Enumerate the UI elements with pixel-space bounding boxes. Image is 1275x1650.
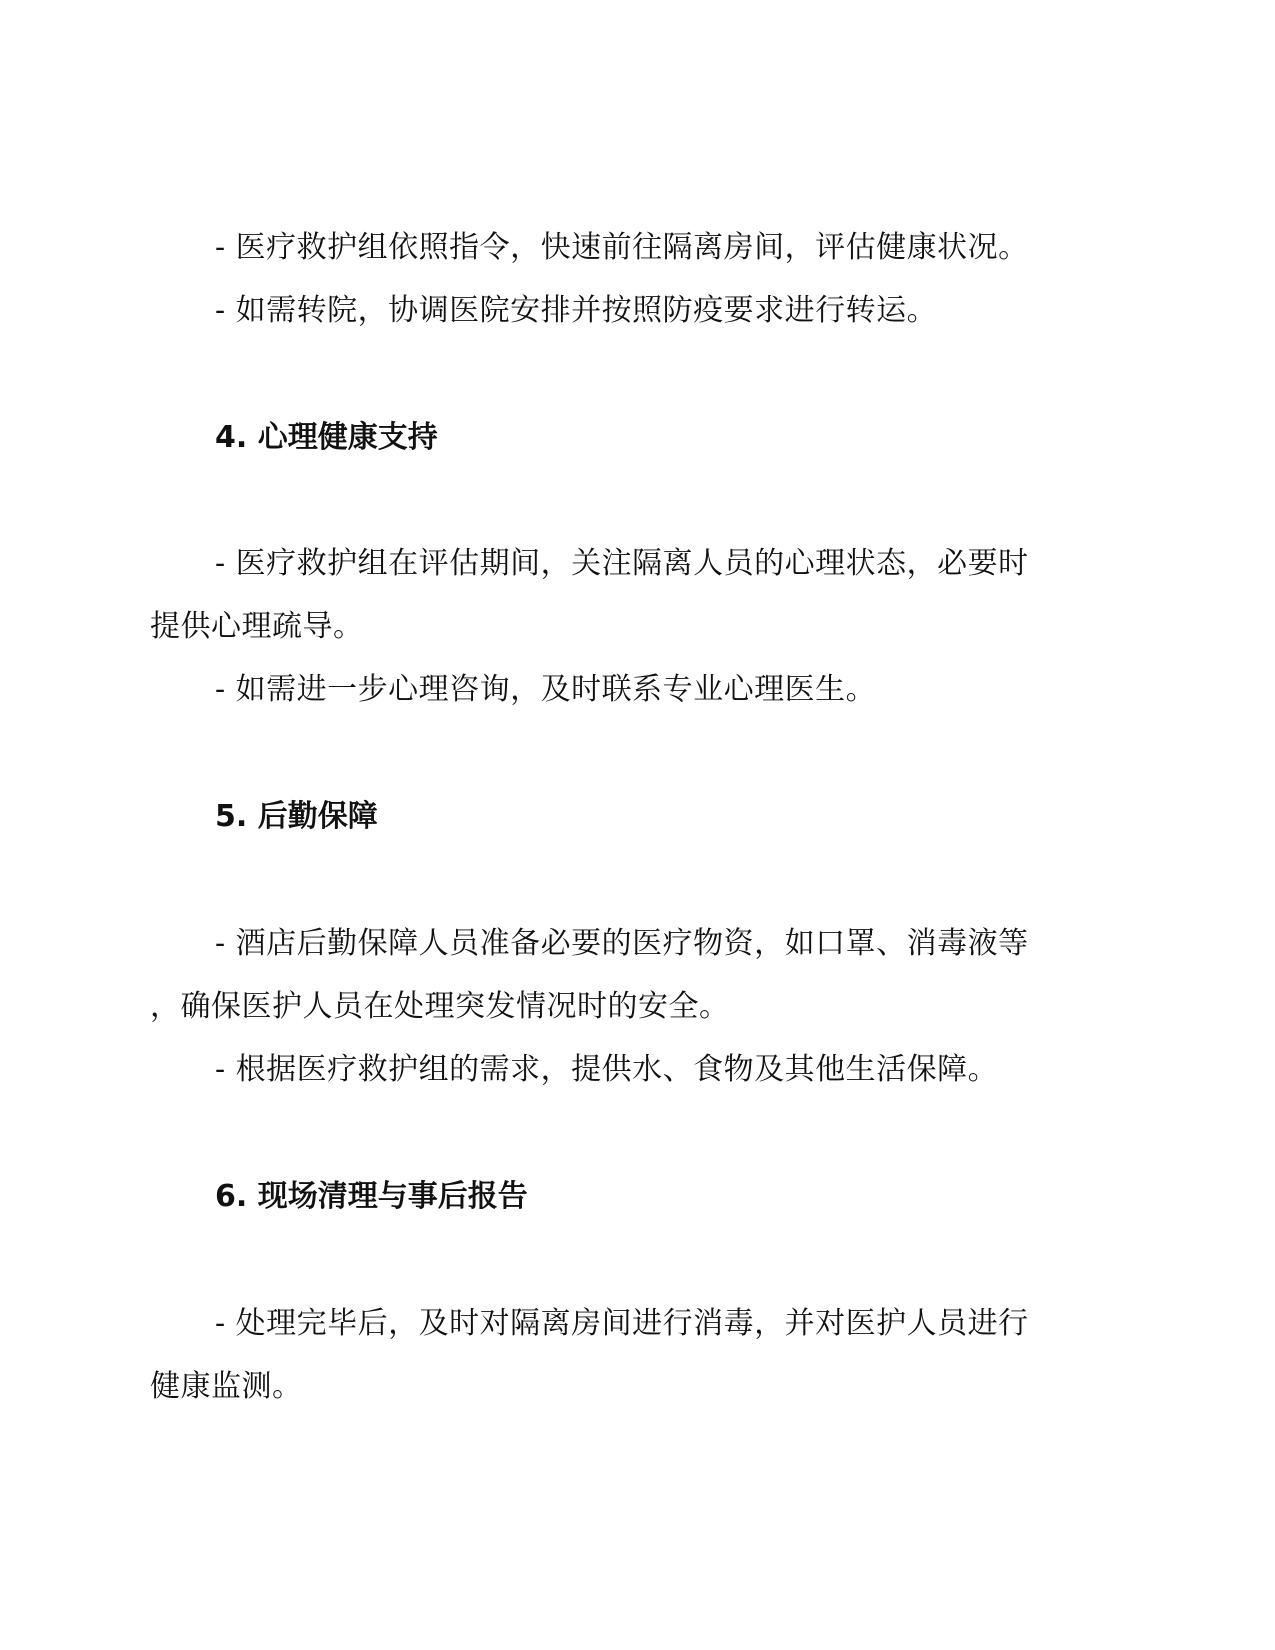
paragraph-line: 提供心理疏导。 xyxy=(150,609,364,644)
paragraph-line: - 酒店后勤保障人员准备必要的医疗物资，如口罩、消毒液等 xyxy=(215,926,1029,961)
paragraph-line: - 医疗救护组在评估期间，关注隔离人员的心理状态，必要时 xyxy=(215,546,1029,581)
paragraph-line: - 如需进一步心理咨询，及时联系专业心理医生。 xyxy=(215,672,877,707)
paragraph-line: ，确保医护人员在处理突发情况时的安全。 xyxy=(150,989,730,1024)
paragraph-line: - 根据医疗救护组的需求，提供水、食物及其他生活保障。 xyxy=(215,1052,999,1087)
paragraph-line: 健康监测。 xyxy=(150,1369,303,1404)
section-heading: 4. 心理健康支持 xyxy=(215,420,438,455)
paragraph-line: - 处理完毕后，及时对隔离房间进行消毒，并对医护人员进行 xyxy=(215,1306,1029,1341)
section-heading: 5. 后勤保障 xyxy=(215,799,378,834)
section-heading: 6. 现场清理与事后报告 xyxy=(215,1179,528,1214)
paragraph-line: - 如需转院，协调医院安排并按照防疫要求进行转运。 xyxy=(215,293,938,328)
paragraph-line: - 医疗救护组依照指令，快速前往隔离房间，评估健康状况。 xyxy=(215,230,1029,265)
